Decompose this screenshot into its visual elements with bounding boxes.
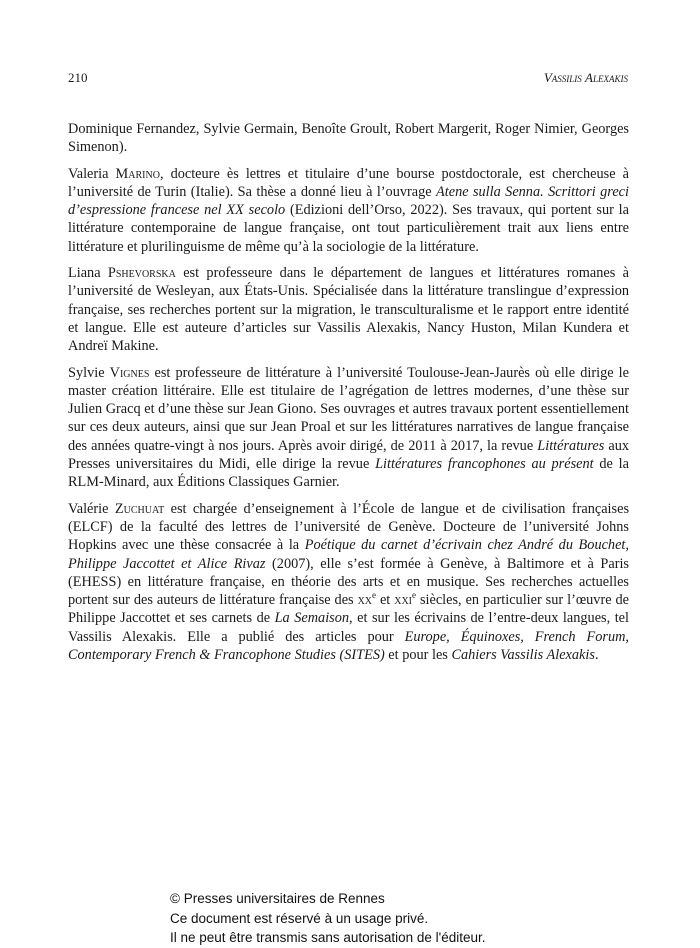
bio-pshevorska: Liana Pshevorska est professeure dans le département de langues et littératures romanes à l’université de Wesleyan, aux États-Unis. Spécialisée dans la littérature translingue d’expression française, ses recherches portent sur la migration, le transculturalisme et le rapport entre identité et langue. Elle est auteure d’articles sur Vassilis Alexakis, Nancy Huston, Milan Kundera et Andreï Makine.	[68, 265, 629, 355]
running-title-first: Vassilis	[543, 70, 582, 85]
footer-line-3: Il ne peut être transmis sans autorisation de l'éditeur.	[170, 930, 486, 945]
book-title: Atene sulla Senna. Scrittori greci d’espressione francese nel XX secolo	[68, 183, 629, 219]
copyright-footer	[170, 889, 486, 948]
book-title: La Semaison	[274, 610, 350, 627]
bio-zuchuat: Valérie Zuchuat est chargée d’enseignement à l’École de langue et de civilisation françaises (ELCF) de la faculté des lettres de l’université de Genève. Docteure de l’université Johns Hopkins avec une thèse consacrée à la Poétique du carnet d’écrivain chez André du Bouchet, Philippe Jaccottet et Alice Rivaz (2007), elle s’est formée à Genève, à Baltimore et à Paris (EHESS) en littérature française, en théorie des arts et en musique. Ses recherches actuelles portent sur des auteurs de littérature française des $xx^e$ et xxi$^e$ siècles, en particulier sur l’œuvre de Philippe Jaccottet et ses carnets de La Semaison, et sur les écrivains de l’entre-deux langues, tel Vassilis Alexakis. Elle a publié des articles pour Europe, Équinoxes, French Forum, Contemporary French & Francophone Studies (SITES) et pour les Cahiers Vassilis Alexakis.	[68, 500, 630, 664]
bio-vignes: Sylvie Vignes est professeure de littérature à l’université Toulouse-Jean-Jaurès où elle dirige le master création littéraire. Elle est titulaire de l’agrégation de lettres modernes, d’une thèse sur Julien Gracq et d’une thèse sur Jean Giono. Ses ouvrages et autres travaux portent essentiellement sur ces deux auteurs, ainsi que sur Jean Proal et sur les littératures narratives de langue française des années quatre-vingt à nos jours. Après avoir dirigé, de 2011 à 2017, la revue Littératures aux Presses universitaires du Midi, elle dirige la revue Littératures francophones au présent de la RLM-Minard, aux Éditions Classiques Garnier.	[68, 364, 630, 491]
journal-title: Cahiers Vassilis Alexakis	[451, 647, 595, 664]
running-title	[544, 70, 628, 86]
body-text	[68, 120, 629, 672]
footer-line-1: © Presses universitaires de Rennes	[170, 891, 385, 906]
journal-title: Europe, Équinoxes, French Forum	[404, 628, 626, 645]
author-surname: Vignes	[109, 364, 150, 381]
paragraph-continuation: Dominique Fernandez, Sylvie Germain, Benoîte Groult, Robert Margerit, Roger Nimier, Georges Simenon).	[68, 121, 629, 156]
thesis-title: Poétique du carnet d’écrivain chez André du Bouchet, Philippe Jaccottet et Alice Rivaz	[68, 537, 629, 572]
bio-marino: Valeria Marino, docteure ès lettres et titulaire d’une bourse postdoctorale, est chercheuse à l’université de Turin (Italie). Sa thèse a donné lieu à l’ouvrage Atene sulla Senna. Scrittori greci d’espressione francese nel XX secolo (Edizioni dell’Orso, 2022). Ses travaux, qui portent sur la littérature contemporaine de langue française, ont tout particulièrement trait aux liens entre littérature et plurilinguisme de même qu’à la sociologie de la littérature.	[68, 165, 629, 255]
page-number: 210	[68, 70, 88, 85]
journal-title: Contemporary French & Francophone Studies (SITES)	[68, 647, 385, 664]
footer-line-2: Ce document est réservé à un usage privé.	[170, 910, 429, 926]
journal-title: Littératures	[537, 437, 605, 454]
author-surname: Pshevorska	[107, 265, 176, 282]
author-surname: Marino	[115, 165, 160, 182]
author-surname: Zuchuat	[114, 500, 165, 517]
running-title-last: Alexakis	[585, 70, 628, 85]
journal-title: Littératures francophones au présent	[375, 456, 594, 473]
